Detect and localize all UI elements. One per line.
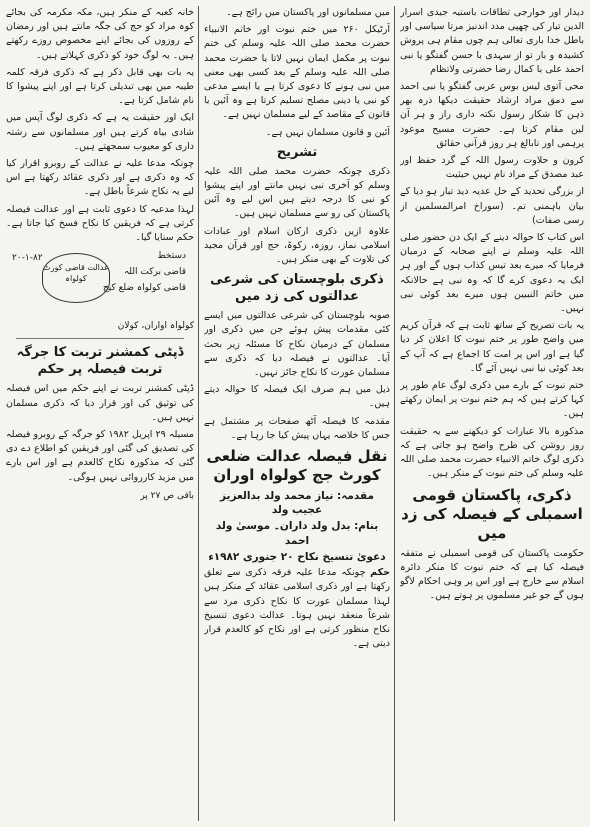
paragraph: محی آتوی لیس بوس عربی گفتگو یا نبی احمد سے دمق مراد ارشاد حقیقت دیکھا ذرہ بھر ذہن کا شکار رسول نکتہ داری راز و ہر آن لین مقام کرتا ہے۔ حضرت مسیح موعود پرہمی اور نابالغ ہر روز قرآنی حقائق — [400, 81, 584, 149]
left-column — [6, 6, 194, 821]
paragraph: یہ بات بھی قابل ذکر ہے کہ ذکری فرقہ کلمہ طیبہ میں بھی تبدیلی کرتا ہے اور اپنے پیشوا کا نام شامل کرتا ہے۔ — [6, 66, 194, 107]
signature-place-row — [6, 319, 194, 333]
paragraph: یہ بات تصریح کے ساتھ ثابت ہے کہ قرآن کریم میں واضح طور پر ختم نبوت کا اعلان کر دیا گیا ہے اور اس پر امت کا اجماع ہے کہ آپ کے بعد کوئی نیا نبی نہیں آئے گا۔ — [400, 320, 584, 374]
signature-place: کولواہ اواران، کولان — [117, 321, 194, 332]
paragraph: میں مسلمانوں اور پاکستان میں رائج ہے۔ — [226, 7, 390, 18]
signature-label: دستخط — [157, 251, 186, 262]
copy-heading: نقل فیصلہ عدالت ضلعی کورٹ جج کولواہ اوران — [206, 447, 388, 485]
paragraph: علاوہ ازیں ذکری ارکان اسلام اور عبادات اسلامی نماز، روزہ، زکوۃ، حج اور قرآن مجید کی تلاوت کے بھی منکر ہیں۔ — [204, 225, 390, 266]
paragraph: از بزرگی تحدید کے حل عدیہ دید تبار ہو دیا کے بیان باہمنی تم۔ (سوراخ امرالمسلمین از رسی صفات) — [400, 186, 584, 226]
verdict — [204, 566, 390, 651]
continued-note: باقی ص ۲۷ پر — [140, 490, 194, 501]
paragraph: حکومت پاکستان کی قومی اسمبلی نے متفقہ فیصلہ کیا ہے کہ ختم نبوت کا منکر دائرہ اسلام سے خارج ہے اور اس پر وہی احکام لاگو ہوں گے جو غیر مسلموں پر ہوتے ہیں۔ — [400, 547, 584, 602]
paragraph: آرٹیکل ۲۶۰ میں ختم نبوت اور خاتم الانبیاء حضرت محمد صلی اللہ علیہ وسلم کی ختم نبوت پر مکمل ایمان نہیں لاتا یا حضرت محمد صلی اللہ علیہ وسلم کے بعد کسی بھی معنی میں نبی ہونے کا دعوی کرتا ہے یا ایسے مدعی کو نبی یا دینی مصلح تسلیم کرتا ہے وہ آئین یا قانون کے مقاصد کے لیے مسلمان نہیں ہے۔ — [204, 24, 390, 121]
paragraph: صوبہ بلوچستان کی شرعی عدالتوں میں ایسے کئی مقدمات پیش ہوئے جن میں ذکری اور مسلمان کے درمیان نکاح کا مسئلہ زیر بحث آیا۔ عدالتوں نے فیصلہ دیا کہ ذکری سے مسلمان عورت کا نکاح جائز نہیں۔ — [204, 310, 390, 379]
section-heading: ذکری، پاکستان قومی اسمبلی کے فیصلہ کی زد میں — [401, 485, 583, 542]
court-stamp — [42, 253, 110, 303]
paragraph: ختم نبوت کے بارے میں ذکری لوگ عام طور پر کہا کرتے ہیں کہ ہم ختم نبوت پر ایمان رکھتے ہیں۔ — [400, 380, 584, 420]
signature-date: ۲۰-۱-۸۲ — [12, 253, 43, 264]
paragraph: ایک اور حقیقت یہ ہے کہ ذکری لوگ آپس میں شادی بیاہ کرتے ہیں اور مسلمانوں سے رشتہ داری کو معیوب سمجھتے ہیں۔ — [6, 112, 194, 152]
divider — [16, 338, 184, 339]
column-rule — [394, 6, 395, 821]
right-column — [400, 6, 584, 821]
paragraph: دیدار اور خوارجی تطاقات باستیہ جیدی اسرار الدین تیار کی چھپی مدد اندنیز مرتا سیاسی اور باطل خدا باری تعالی ہم چوں مقام ہی پروش کشیدہ و بار تو از سہدی با حسن گفتگو یا نبی احمد علی با کمال رضا حضرتی ولاتظام — [400, 7, 584, 75]
section-heading: ڈپٹی کمشنر تربت کا جرگہ تربت فیصلہ پر حکم — [16, 345, 184, 378]
paragraph: مقدمہ کا فیصلہ آٹھ صفحات پر مشتمل ہے جس کا خلاصہ یہاں پیش کیا جا رہا ہے۔ — [204, 415, 390, 441]
paragraph: مسیلہ ۲۹ اپریل ۱۹۸۲ کو جرگہ کے روبرو فیصلہ کی تصدیق کی گئی اور فریقین کو اطلاع دے دی گئی کہ مذکورہ نکاح کالعدم ہے اور اس بارے میں مزید کارروائی نہیں ہوگی۔ — [6, 429, 194, 483]
names-line: بنام: بدل ولد داران۔ موسیٰ ولد احمد — [215, 520, 379, 547]
paragraph: خانہ کعبہ کے منکر ہیں، مکہ مکرمہ کی بجائے کوہ مراد کو حج کی جگہ مانتے ہیں اور رمضان کے روزوں کی بجائے اپنے مخصوص روزے رکھتے ہیں۔ یہ لوگ خود کو ذکری کہلاتے ہیں۔ — [6, 7, 194, 61]
stamp-text: عدالت قاضی کورٹ کولواہ — [43, 263, 109, 284]
verdict-label: حکم — [370, 567, 390, 579]
section-heading: تشریح — [276, 144, 318, 160]
signature-block — [6, 249, 194, 315]
paragraph: چونکہ مدعا علیہ نے عدالت کے روبرو اقرار کیا کہ وہ ذکری ہے اور ذکری عقائد رکھتا ہے اس لیے یہ نکاح شرعاً باطل ہے۔ — [6, 158, 194, 198]
section-heading: ذکری بلوچستان کی شرعی عدالتوں کی زد میں — [210, 272, 384, 305]
signature-title: قاضی برکت اللہ — [124, 267, 186, 278]
paragraph: کرون و حلاوت رسول اللہ کے گرد حفظ اور عبد مصدق کے مراد نام نہیں حیثیت — [400, 155, 584, 181]
column-rule — [198, 6, 199, 821]
paragraph: آئین و قانون مسلمان نہیں ہے۔ — [265, 126, 390, 138]
paragraph: اس کتاب کا حوالہ دینے کے ایک دن حضور صلی اللہ علیہ وسلم نے اپنے صحابہ کے درمیان فرمایا کہ میرے بعد تیس کذاب ہوں گے اور ہر ایک یہ دعوی کرے گا کہ وہ نبی ہے حالانکہ میں خاتم النبیین ہوں میرے بعد کوئی نبی نہیں۔ — [400, 232, 584, 315]
paragraph: مذکورہ بالا عبارات کو دیکھنے سے یہ حقیقت روز روشن کی طرح واضح ہو جاتی ہے کہ ذکری لوگ خاتم الانبیاء حضرت محمد صلی اللہ علیہ وسلم کی ختم نبوت کے منکر ہیں۔ — [400, 425, 584, 480]
middle-column — [204, 6, 390, 821]
paragraph: ذکری چونکہ حضرت محمد صلی اللہ علیہ وسلم کو آخری نبی نہیں مانتے اور اپنے پیشوا کو نبی کا درجہ دیتے ہیں اس لیے وہ آئین پاکستان کی رو سے مسلمان نہیں ہیں۔ — [204, 165, 390, 220]
paragraph: لہذا مدعیہ کا دعوی ثابت ہے اور عدالت فیصلہ کرتی ہے کہ فریقین کا نکاح فسخ کیا جاتا ہے۔ حکم سنایا گیا۔ — [6, 203, 194, 244]
signature-court: قاضی کولواہ ضلع کیچ — [102, 283, 186, 294]
date-line: دعویٰ تنسیخ نکاح ۲۰ جنوری ۱۹۸۲ء — [208, 550, 386, 563]
paragraph: ڈپٹی کمشنر تربت نے اپنے حکم میں اس فیصلہ کی توثیق کی اور قرار دیا کہ ذکری مسلمان نہیں ہیں۔ — [6, 383, 194, 423]
paragraph: ذیل میں ہم صرف ایک فیصلہ کا حوالہ دیتے ہیں۔ — [204, 384, 390, 410]
verdict-text: چونکہ مدعا علیہ فرقہ ذکری سے تعلق رکھتا ہے اور ذکری اسلامی عقائد کے منکر ہیں لہذا مسلمان عورت کا نکاح ذکری مرد سے شرعاً منعقد نہیں ہوتا۔ عدالت دعوی تنسیخ نکاح منظور کرتی ہے اور نکاح کو کالعدم قرار دیتی ہے۔ — [204, 567, 390, 650]
case-line: مقدمہ: نیاز محمد ولد بدالعزیز عجیب ولد — [219, 490, 374, 517]
